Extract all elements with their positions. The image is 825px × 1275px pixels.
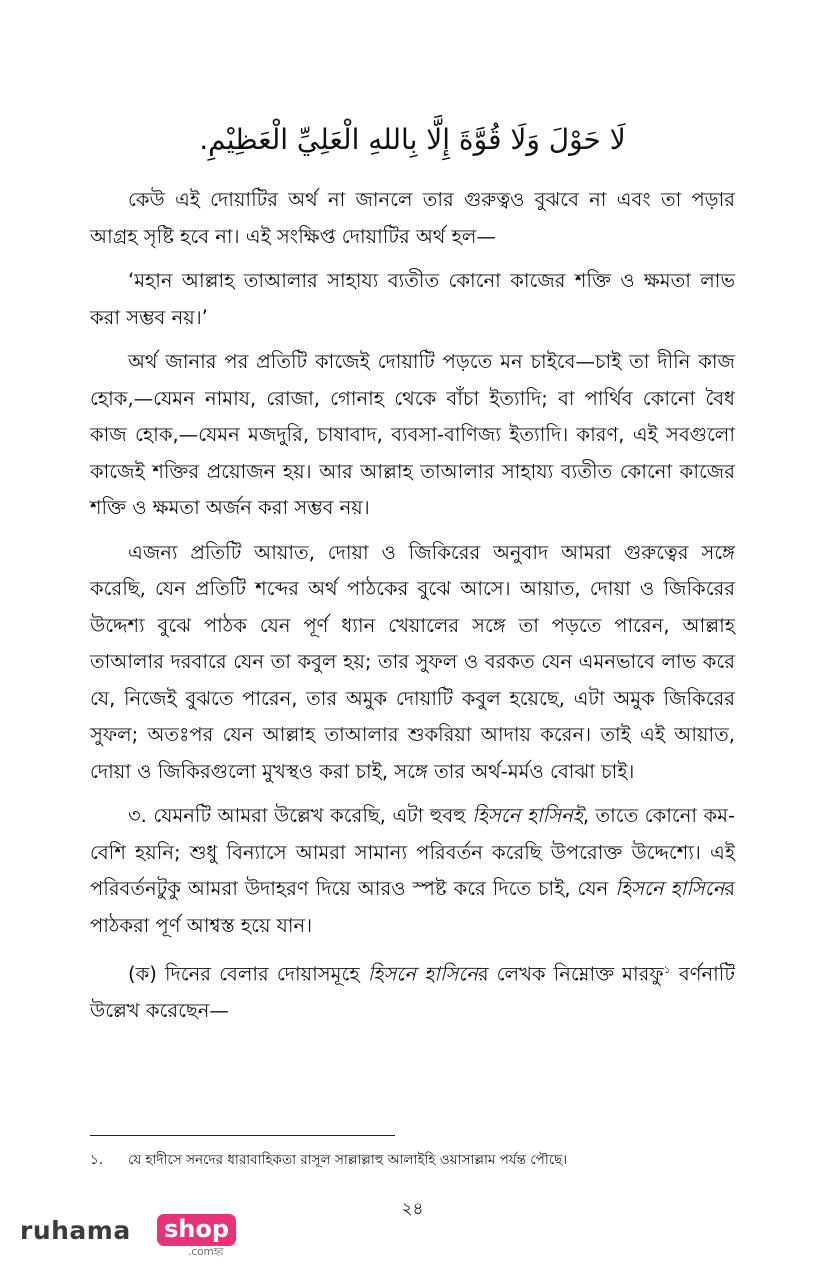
logo-domain-suffix: হ্ব <box>213 1246 224 1258</box>
paragraph-meaning-intro: কেউ এই দোয়াটির অর্থ না জানলে তার গুরুত্বও বুঝবে না এবং তা পড়ার আগ্রহ সৃষ্টি হবে না। এই সংক্ষিপ্ত দোয়াটির অর্থ হল— <box>90 188 735 248</box>
footnote-number: ১. <box>90 1152 104 1168</box>
book-title-italic: হিসনে হাসিনে <box>367 962 478 986</box>
paragraph-every-task: অর্থ জানার পর প্রতিটি কাজেই দোয়াটি পড়তে মন চাইবে—চাই তা দীনি কাজ হোক,—যেমন নামায, রোজা, গোনাহ থেকে বাঁচা ইত্যাদি; বা পার্থিব কোনো বৈধ কাজ হোক,—যেমন মজদুরি, চাষাবাদ, ব্যবসা-বাণিজ্য ইত্যাদি। কারণ, এই সবগুলো কাজেই শক্তির প্রয়োজন হয়। আর আল্লাহ তাআলার সাহায্য ব্যতীত কোনো কাজের শক্তি ও ক্ষমতা অর্জন করা সম্ভব নয়। <box>90 350 735 519</box>
text-segment: র লেখক নিম্নোক্ত মারফু <box>477 962 664 986</box>
logo-wordmark: ruhama <box>20 1216 131 1245</box>
ruhamashop-logo <box>20 1212 230 1258</box>
footnote-text: যে হাদীসে সনদের ধারাবাহিকতা রাসূল সাল্লাল্লাহু আলাইহি ওয়াসাল্লাম পর্যন্ত পৌছে। <box>128 1152 568 1168</box>
paragraph-example <box>90 952 735 1030</box>
text-segment: র পাঠকরা পূর্ণ আশ্বস্ত হয়ে যান। <box>90 877 735 937</box>
footnote-divider <box>90 1135 395 1136</box>
logo-domain-text: .com <box>188 1246 214 1258</box>
paragraph-translation-note: এজন্য প্রতিটি আয়াত, দোয়া ও জিকিরের অনুবাদ আমরা গুরুত্বের সঙ্গে করেছি, যেন প্রতিটি শব্দের অর্থ পাঠকের বুঝে আসে। আয়াত, দোয়া ও জিকিরের উদ্দেশ্য বুঝে পাঠক যেন পূর্ণ ধ্যান খেয়ালের সঙ্গে তা পড়তে পারেন, আল্লাহ তাআলার দরবারে যেন তা কবুল হয়; তার সুফল ও বরকত যেন এমনভাবে লাভ করে যে, নিজেই বুঝতে পারেন, তার অমুক দোয়াটি কবুল হয়েছে, এটা অমুক জিকিরের সুফল; অতঃপর যেন আল্লাহ তাআলার শুকরিয়া আদায় করেন। তাই এই আয়াত, দোয়া ও জিকিরগুলো মুখস্থও করা চাই, সঙ্গে তার অর্থ-মর্মও বোঝা চাই। <box>90 540 735 783</box>
text-segment: , তাতে কোনো কম-বেশি হয়নি; শুধু বিন্যাসে আমরা সামান্য পরিবর্তন করেছি উপরোক্ত উদ্দেশ্যে। এই পরিবর্তনটুকু আমরা উদাহরণ দিয়ে আরও স্পষ্ট করে দিতে চাই, যেন <box>90 804 735 900</box>
logo-shop-text: shop <box>164 1215 230 1243</box>
book-title-italic: হিসনে হাসিনই <box>472 804 583 827</box>
book-title-italic: হিসনে হাসিনে <box>615 877 725 900</box>
logo-shop-badge <box>157 1214 236 1246</box>
logo-domain <box>188 1245 224 1262</box>
arabic-dua: لَا حَوْلَ وَلَا قُوَّةَ إِلَّا بِاللهِ الْعَلِيِّ الْعَظِيْمِ. <box>199 123 626 156</box>
footnote-marker: ১ <box>663 963 671 976</box>
footnote <box>90 1150 735 1170</box>
paragraph-arrangement <box>90 798 735 944</box>
text-segment: বর্ণনাটি উল্লেখ করেছেন— <box>90 962 735 1022</box>
body-text <box>90 182 735 1038</box>
text-segment: (ক) দিনের বেলার দোয়াসমূহে <box>128 962 368 986</box>
page-number: ২৪ <box>401 1199 424 1219</box>
paragraph-meaning: ‘মহান আল্লাহ তাআলার সাহায্য ব্যতীত কোনো কাজের শক্তি ও ক্ষমতা লাভ করা সম্ভব নয়।’ <box>90 269 735 329</box>
text-segment: ৩. যেমনটি আমরা উল্লেখ করেছি, এটা হুবহু <box>128 804 473 827</box>
